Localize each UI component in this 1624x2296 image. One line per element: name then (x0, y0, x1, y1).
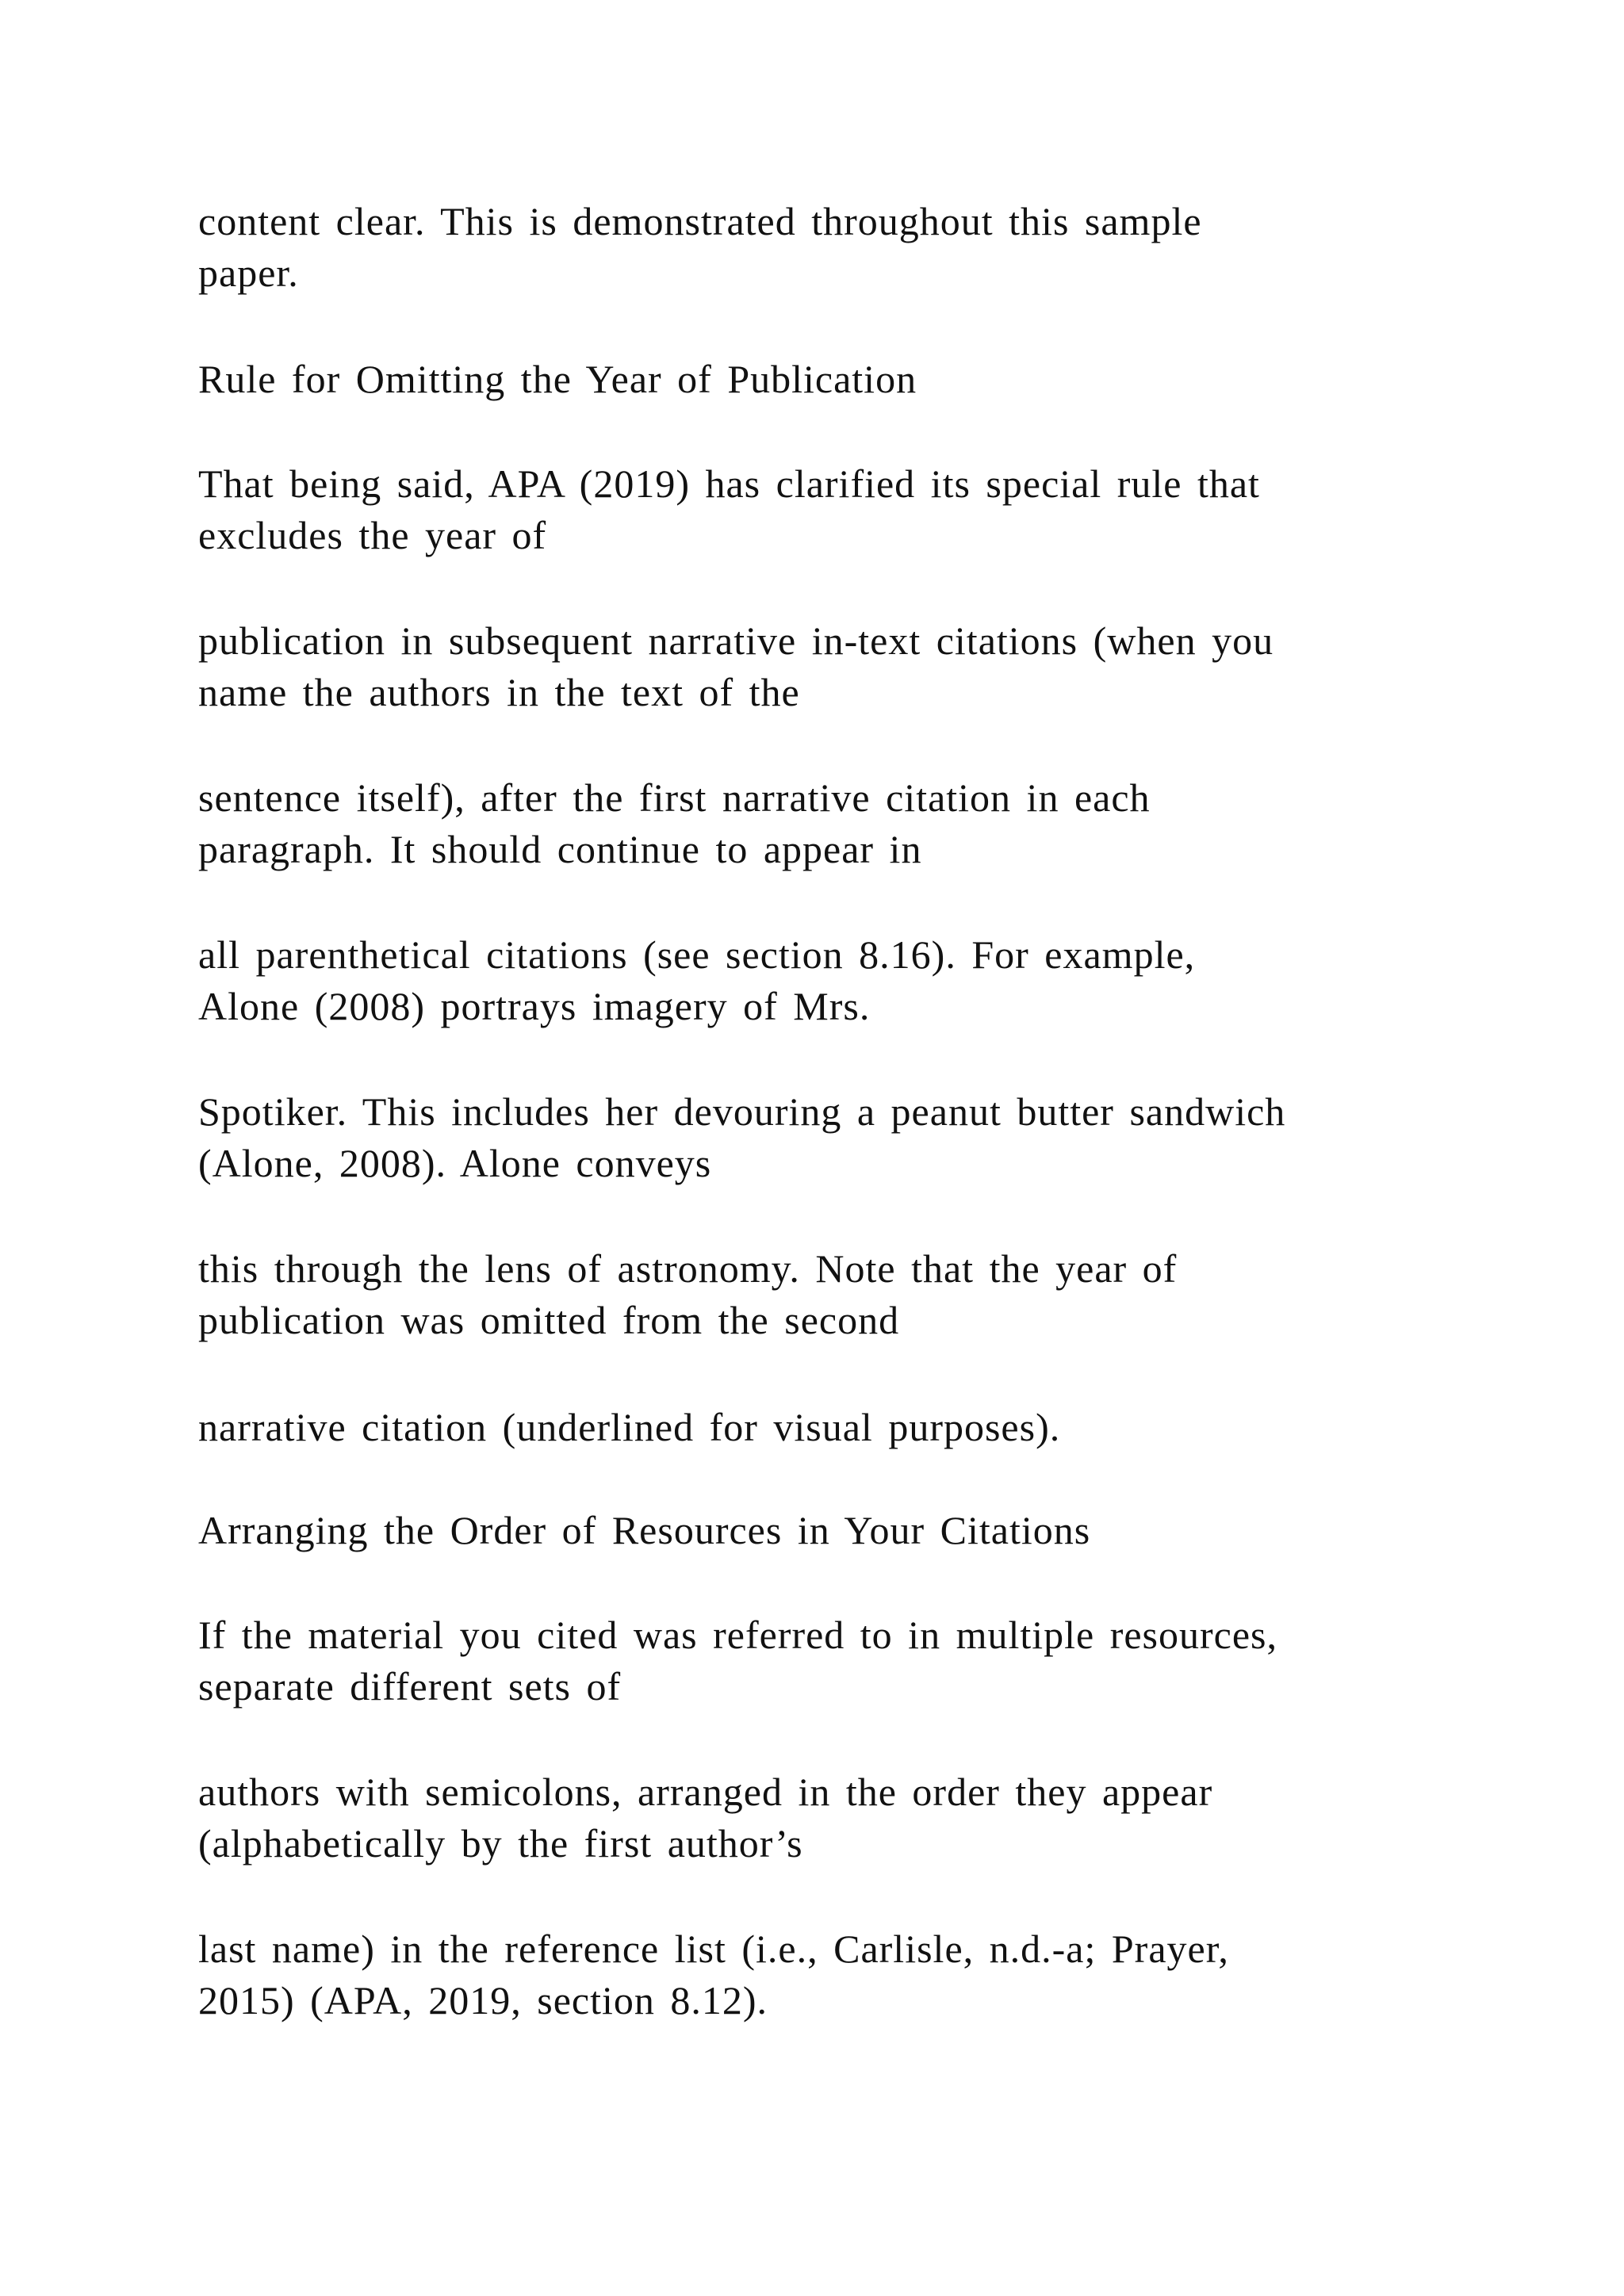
text-line: name the authors in the text of the (198, 670, 800, 714)
paragraph-6 (198, 929, 1195, 1032)
section-heading-omitting-year (198, 354, 917, 405)
text-line: excludes the year of (198, 513, 547, 557)
text-line: this through the lens of astronomy. Note that the year of (198, 1246, 1178, 1291)
text-line: content clear. This is demonstrated throughout this sample (198, 199, 1202, 243)
paragraph-7 (198, 1086, 1285, 1189)
text-line: Spotiker. This includes her devouring a peanut butter sandwich (198, 1089, 1286, 1134)
text-line: Rule for Omitting the Year of Publication (198, 357, 917, 401)
section-heading-arranging-order (198, 1505, 1090, 1556)
text-line: authors with semicolons, arranged in the order they appear (198, 1770, 1213, 1814)
paragraph-8 (198, 1243, 1177, 1346)
paragraph-13 (198, 1923, 1229, 2026)
paragraph-5 (198, 772, 1151, 875)
text-line: publication was omitted from the second (198, 1298, 900, 1342)
text-line: paper. (198, 251, 299, 295)
text-line: publication in subsequent narrative in-text citations (when you (198, 618, 1274, 663)
text-line: 2015) (APA, 2019, section 8.12). (198, 1978, 768, 2022)
paragraph-12 (198, 1766, 1212, 1869)
text-line: last name) in the reference list (i.e., Carlisle, n.d.-a; Prayer, (198, 1927, 1229, 1971)
text-line: If the material you cited was referred to in multiple resources, (198, 1613, 1278, 1657)
text-line: all parenthetical citations (see section 8.16). For example, (198, 932, 1196, 977)
text-line: paragraph. It should continue to appear in (198, 827, 922, 871)
paragraph-9 (198, 1402, 1060, 1453)
text-line: (Alone, 2008). Alone conveys (198, 1141, 712, 1185)
text-line: (alphabetically by the first author’s (198, 1821, 803, 1866)
paragraph-1 (198, 196, 1202, 299)
text-line: Arranging the Order of Resources in Your Citations (198, 1508, 1091, 1552)
text-line: sentence itself), after the first narrative citation in each (198, 775, 1151, 820)
paragraph-4 (198, 615, 1274, 718)
text-line: narrative citation (underlined for visual purposes). (198, 1405, 1061, 1449)
paragraph-11 (198, 1609, 1277, 1712)
text-line: That being said, APA (2019) has clarified its special rule that (198, 461, 1260, 506)
text-line: separate different sets of (198, 1664, 622, 1709)
paragraph-3 (198, 458, 1260, 561)
text-line: Alone (2008) portrays imagery of Mrs. (198, 984, 871, 1028)
